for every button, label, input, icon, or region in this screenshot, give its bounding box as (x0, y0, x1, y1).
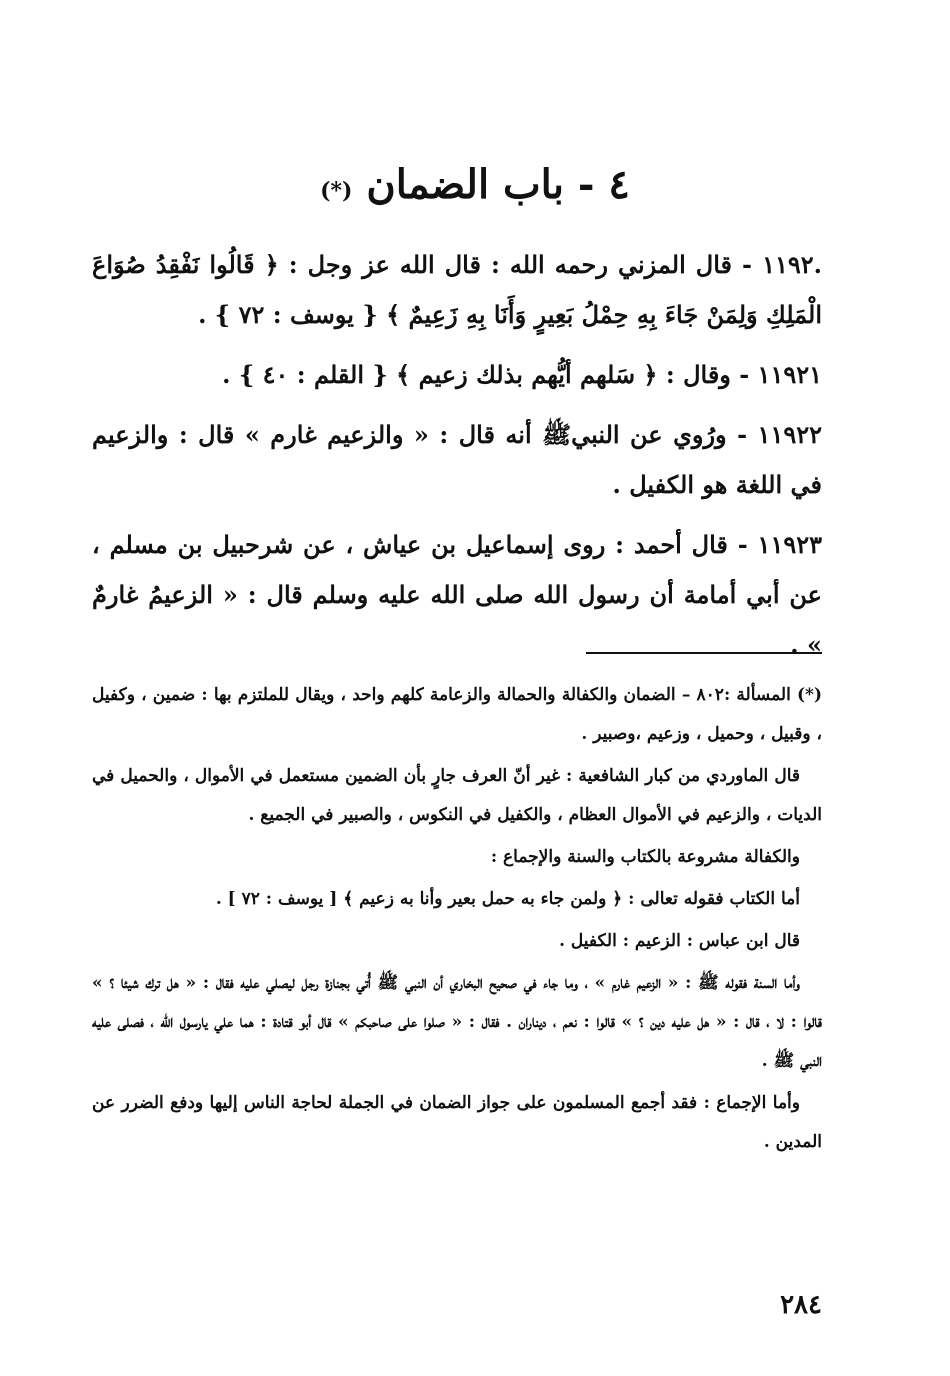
paragraph-11921 (92, 350, 822, 400)
footnotes (92, 676, 822, 1165)
paragraph-text: - قال أحمد : روى إسماعيل بن عياش ، عن شرحبيل بن مسلم ، عن أبي أمامة أن رسول الله صلى الله عليه وسلم قال : « الزعيمُ غارمٌ » . (92, 530, 822, 659)
footnote-4: أما الكتاب فقوله تعالى : ﴿ ولمن جاء به حمل بعير وأنا به زعيم ﴾ [ يوسف : ٧٢ ] . (215, 889, 800, 909)
paragraph-number: ١١٩٢٢ (757, 420, 822, 449)
paragraph-number: ١١٩٢٣ (757, 530, 822, 559)
chapter-title (0, 150, 950, 226)
paragraph-number: ١١٩٢١ (757, 360, 822, 389)
paragraph-1192 (92, 240, 822, 340)
paragraph-11922 (92, 410, 822, 510)
chapter-title-text: ٤ - باب الضمان (366, 161, 630, 208)
footnote-5: قال ابن عباس : الزعيم : الكفيل . (559, 931, 800, 951)
chapter-footnote-mark: (*) (320, 178, 353, 204)
footnote-2: قال الماوردي من كبار الشافعية : غير أنّ العرف جارٍ بأن الضمين مستعمل في الأموال ، والحميل في الديات ، والزعيم في الأموال العظام ، والكفيل في النكوس ، والصبير في الجميع . (92, 766, 822, 825)
footnote-7: وأما الإجماع : فقد أجمع المسلمون على جواز الضمان في الجملة لحاجة الناس إليها ودفع الضرر عن المدين . (92, 1093, 822, 1152)
footnote-1: (*) المسألة :٨٠٢ – الضمان والكفالة والحمالة والزعامة كلهم واحد ، ويقال للملتزم بها : ضمين ، وكفيل ، وقبيل ، وحميل ، وزعيم ،وصبير . (92, 685, 822, 744)
footnote-6: وأما السنة فقوله ﷺ : « الزعيم غارم » ، وما جاء في صحيح البخاري أن النبي ﷺ أُتي بجنازة رجل ليصلي عليه فقال : « هل ترك شيئا ؟ » قالوا : لا ، قال : « هل عليه دين ؟ » قالوا : نعم ، ديناران . فقال : « صلوا على صاحبكم » قال أبو قتادة : هما علي يارسول الله ، فصلى عليه النبي ﷺ . (92, 973, 822, 1071)
main-text (92, 240, 822, 680)
footnote-3: والكفالة مشروعة بالكتاب والسنة والإجماع : (490, 847, 800, 867)
footnote-divider (586, 652, 822, 654)
page-number: ٢٨٤ (780, 1290, 822, 1320)
paragraph-11923 (92, 520, 822, 670)
paragraph-number: .١١٩٢ (762, 250, 822, 279)
paragraph-text: - ورُوي عن النبيﷺ أنه قال : « والزعيم غارم » قال : والزعيم في اللغة هو الكفيل . (92, 420, 822, 499)
paragraph-text: - قال المزني رحمه الله : قال الله عز وجل : ﴿ قَالُوا نَفْقِدُ صُوَاعَ الْمَلِكِ وَلِمَنْ جَاءَ بِهِ حِمْلُ بَعِيرٍ وَأَنَا بِهِ زَعِيمٌ ﴾ { يوسف : ٧٢ } . (92, 250, 822, 329)
paragraph-text: - وقال : ﴿ سَلهم أيُّهم بذلك زعيم ﴾ { القلم : ٤٠ } . (222, 360, 758, 389)
